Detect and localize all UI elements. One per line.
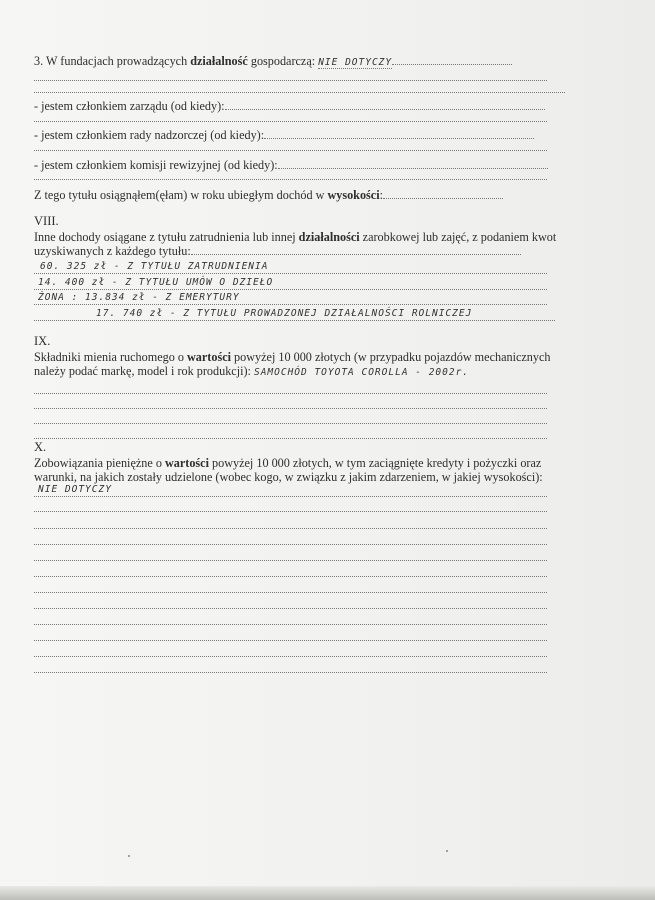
dotted-line xyxy=(34,496,547,497)
dotted-line xyxy=(34,640,547,641)
dochod-line xyxy=(34,188,503,202)
dotted-line xyxy=(34,179,547,180)
dotted-line xyxy=(34,592,547,593)
sec10-line2: warunki, na jakich zostały udzielone (wobec kogo, w związku z jakim zdarzeniem, w jakiej wysokości): xyxy=(34,470,543,484)
scan-speck xyxy=(128,855,130,857)
section-x-heading: X. xyxy=(34,440,47,454)
sec10-line1 xyxy=(34,456,541,470)
sec8-intro2-line xyxy=(34,244,521,258)
sec8-intro-end: zarobkowej lub zajęć, z podaniem kwot xyxy=(359,230,557,244)
zarzad-text: - jestem członkiem zarządu (od kiedy): xyxy=(34,99,225,113)
dotted-line xyxy=(34,150,547,151)
dotted-line xyxy=(34,80,547,81)
dotted-line xyxy=(34,511,547,512)
dotted-line xyxy=(34,320,555,321)
sec9-bold: wartości xyxy=(187,350,231,364)
fundacje-answer: NIE DOTYCZY xyxy=(318,57,393,68)
sec9-line1 xyxy=(34,350,550,364)
dochod-bold: wysokości xyxy=(327,188,380,202)
komisja-text: - jestem członkiem komisji rewizyjnej (od kiedy): xyxy=(34,158,278,172)
liabilities-answer: NIE DOTYCZY xyxy=(38,484,112,495)
sec8-intro xyxy=(34,230,556,244)
sec10-bold: wartości xyxy=(164,456,209,470)
dotted-line xyxy=(34,544,547,545)
sec8-intro2: uzyskiwanych z każdego tytułu: xyxy=(34,244,191,258)
income-item-1: 60. 325 zł - Z TYTUŁU ZATRUDNIENIA xyxy=(40,261,269,272)
dochod-end: : xyxy=(379,188,383,202)
dotted-line xyxy=(34,393,547,394)
rada-line xyxy=(34,128,534,142)
fundacje-line xyxy=(34,54,512,70)
sec9-text: Składniki mienia ruchomego o xyxy=(34,350,187,364)
sec9-end: powyżej 10 000 złotych (w przypadku pojazdów mechanicznych xyxy=(231,350,551,364)
dotted-line xyxy=(34,576,547,577)
dotted-line xyxy=(34,656,547,657)
fundacje-end: gospodarczą: xyxy=(247,54,316,68)
rada-text: - jestem członkiem rady nadzorczej (od kiedy): xyxy=(34,128,265,142)
dotted-line xyxy=(34,560,547,561)
komisja-line xyxy=(34,158,548,172)
fundacje-bold: działalność xyxy=(190,54,248,68)
dotted-line xyxy=(34,423,547,424)
sec10-text: Zobowiązania pieniężne o xyxy=(34,456,165,470)
dotted-line xyxy=(34,438,547,439)
income-item-3: ŻONA : 13.834 zł - Z EMERYTURY xyxy=(38,292,240,303)
dotted-line xyxy=(34,528,547,529)
dotted-line xyxy=(34,121,547,122)
sec9-text2: należy podać markę, model i rok produkcji): xyxy=(34,364,251,378)
dotted-line xyxy=(34,408,547,409)
sec10-end: powyżej 10 000 złotych, w tym zaciągnięte kredyty i pożyczki oraz xyxy=(208,456,542,470)
dotted-line xyxy=(34,92,565,93)
scan-bottom-edge xyxy=(0,886,655,900)
section-ix-heading: IX. xyxy=(34,334,51,348)
income-item-4: 17. 740 zł - Z TYTUŁU PROWADZONEJ DZIAŁALNOŚCI ROLNICZEJ xyxy=(96,308,473,319)
dotted-line xyxy=(34,672,547,673)
dotted-line xyxy=(34,273,547,274)
section-viii-heading: VIII. xyxy=(34,214,59,228)
dotted-line xyxy=(34,608,547,609)
vehicle-answer: SAMOCHÓD TOYOTA COROLLA - 2002r. xyxy=(253,367,470,378)
dotted-line xyxy=(34,624,547,625)
income-item-2: 14. 400 zł - Z TYTUŁU UMÓW O DZIEŁO xyxy=(38,277,274,288)
sec9-line2 xyxy=(34,364,469,380)
sec8-intro-bold: działalności xyxy=(298,230,360,244)
dotted-line xyxy=(34,289,547,290)
zarzad-line xyxy=(34,99,545,113)
fundacje-text: 3. W fundacjach prowadzących xyxy=(34,54,191,68)
dotted-line xyxy=(34,304,547,305)
scan-speck xyxy=(446,850,448,852)
sec8-intro-text: Inne dochody osiągane z tytułu zatrudnienia lub innej xyxy=(34,230,299,244)
dochod-text: Z tego tytułu osiągnąłem(ęłam) w roku ubiegłym dochód w xyxy=(34,188,328,202)
